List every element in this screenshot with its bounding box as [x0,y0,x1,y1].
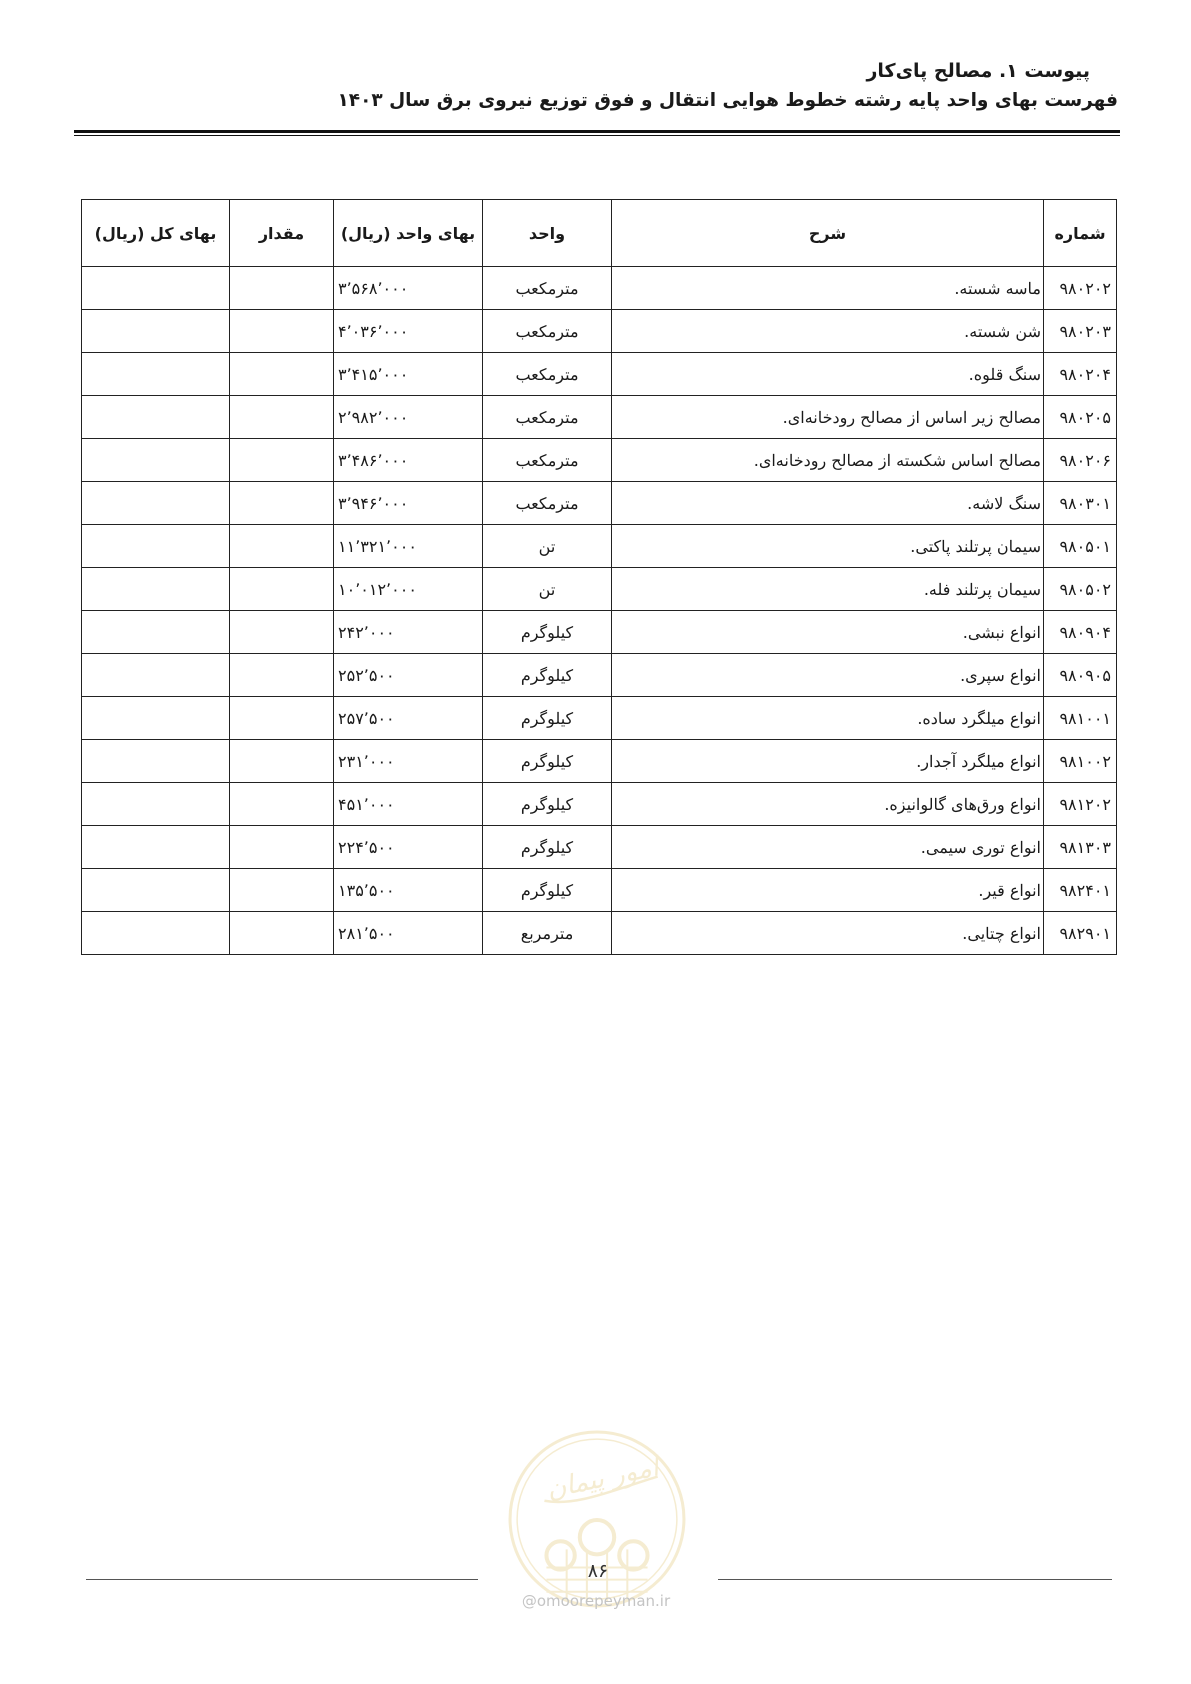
item-number: ۹۸۱۳۰۳ [1044,826,1117,869]
item-number: ۹۸۰۵۰۱ [1044,525,1117,568]
header-rule-thin [74,135,1120,136]
item-description: سنگ لاشه. [612,482,1044,525]
item-unit-price: ۳٬۹۴۶٬۰۰۰ [334,482,483,525]
item-unit: مترمکعب [483,482,612,525]
table-row [82,267,1117,310]
item-unit: مترمکعب [483,353,612,396]
table-row [82,439,1117,482]
header-unit: واحد [483,200,612,267]
item-total-price [82,869,230,912]
table-row [82,783,1117,826]
page-header [74,56,1120,116]
table-row [82,654,1117,697]
item-unit: کیلوگرم [483,826,612,869]
item-number: ۹۸۰۲۰۲ [1044,267,1117,310]
item-total-price [82,611,230,654]
table-row [82,396,1117,439]
item-total-price [82,654,230,697]
item-number: ۹۸۰۲۰۵ [1044,396,1117,439]
table-row [82,826,1117,869]
page-number: ۸۶ [587,1560,609,1582]
item-description: انواع توری سیمی. [612,826,1044,869]
item-description: سیمان پرتلند فله. [612,568,1044,611]
item-quantity [230,697,334,740]
item-number: ۹۸۲۹۰۱ [1044,912,1117,955]
item-unit-price: ۲۵۷٬۵۰۰ [334,697,483,740]
item-number: ۹۸۰۲۰۶ [1044,439,1117,482]
item-number: ۹۸۰۲۰۴ [1044,353,1117,396]
header-total-price: بهای کل (ریال) [82,200,230,267]
item-unit-price: ۲۲۴٬۵۰۰ [334,826,483,869]
item-unit: مترمکعب [483,439,612,482]
item-unit-price: ۲۴۲٬۰۰۰ [334,611,483,654]
item-description: سیمان پرتلند پاکتی. [612,525,1044,568]
item-description: سنگ قلوه. [612,353,1044,396]
item-unit-price: ۴٬۰۳۶٬۰۰۰ [334,310,483,353]
item-unit-price: ۱۳۵٬۵۰۰ [334,869,483,912]
item-description: ماسه شسته. [612,267,1044,310]
header-rule-thick [74,130,1120,133]
item-description: انواع چتایی. [612,912,1044,955]
item-quantity [230,396,334,439]
footer-rule-left [86,1579,478,1580]
table-row [82,482,1117,525]
item-quantity [230,912,334,955]
item-unit-price: ۳٬۵۶۸٬۰۰۰ [334,267,483,310]
item-description: شن شسته. [612,310,1044,353]
watermark-text: امور پیمان [543,1452,662,1506]
item-number: ۹۸۰۹۰۵ [1044,654,1117,697]
item-total-price [82,482,230,525]
item-number: ۹۸۲۴۰۱ [1044,869,1117,912]
table-row [82,697,1117,740]
item-total-price [82,525,230,568]
item-unit: کیلوگرم [483,697,612,740]
item-description: انواع میلگرد آجدار. [612,740,1044,783]
item-unit-price: ۳٬۴۱۵٬۰۰۰ [334,353,483,396]
item-description: انواع ورق‌های گالوانیزه. [612,783,1044,826]
item-quantity [230,482,334,525]
item-unit: مترمکعب [483,396,612,439]
item-total-price [82,697,230,740]
table-row [82,869,1117,912]
item-unit-price: ۲٬۹۸۲٬۰۰۰ [334,396,483,439]
table-row [82,912,1117,955]
item-description: انواع قیر. [612,869,1044,912]
table-row [82,525,1117,568]
item-unit: مترمکعب [483,310,612,353]
appendix-title: پیوست ۱. مصالح پای‌کار [866,60,1090,82]
item-quantity [230,310,334,353]
item-unit: مترمربع [483,912,612,955]
item-unit: مترمکعب [483,267,612,310]
footer-rule-right [718,1579,1112,1580]
header-unit-price: بهای واحد (ریال) [334,200,483,267]
item-total-price [82,783,230,826]
table-row [82,310,1117,353]
item-unit: کیلوگرم [483,654,612,697]
item-quantity [230,826,334,869]
price-list-table [81,199,1117,955]
item-description: مصالح زیر اساس از مصالح رودخانه‌ای. [612,396,1044,439]
item-quantity [230,439,334,482]
item-quantity [230,353,334,396]
header-number: شماره [1044,200,1117,267]
item-unit-price: ۱۰٬۰۱۲٬۰۰۰ [334,568,483,611]
item-description: انواع سپری. [612,654,1044,697]
item-number: ۹۸۰۲۰۳ [1044,310,1117,353]
item-quantity [230,869,334,912]
item-unit-price: ۲۵۲٬۵۰۰ [334,654,483,697]
header-description: شرح [612,200,1044,267]
table-row [82,740,1117,783]
table-row [82,611,1117,654]
item-total-price [82,353,230,396]
item-quantity [230,611,334,654]
item-total-price [82,740,230,783]
table-row [82,353,1117,396]
table-header-row [82,200,1117,267]
document-title: فهرست بهای واحد پایه رشته خطوط هوایی انتقال و فوق توزیع نیروی برق سال ۱۴۰۳ [337,90,1118,111]
website-watermark: @omoorepeyman.ir [521,1592,671,1610]
item-quantity [230,654,334,697]
item-number: ۹۸۰۹۰۴ [1044,611,1117,654]
item-number: ۹۸۰۵۰۲ [1044,568,1117,611]
item-number: ۹۸۱۲۰۲ [1044,783,1117,826]
item-description: انواع میلگرد ساده. [612,697,1044,740]
item-quantity [230,740,334,783]
item-number: ۹۸۱۰۰۱ [1044,697,1117,740]
item-description: مصالح اساس شکسته از مصالح رودخانه‌ای. [612,439,1044,482]
item-unit: کیلوگرم [483,740,612,783]
item-quantity [230,568,334,611]
item-unit: تن [483,525,612,568]
item-number: ۹۸۰۳۰۱ [1044,482,1117,525]
item-total-price [82,912,230,955]
item-unit-price: ۴۵۱٬۰۰۰ [334,783,483,826]
item-quantity [230,783,334,826]
header-quantity: مقدار [230,200,334,267]
item-total-price [82,826,230,869]
item-unit-price: ۱۱٬۳۲۱٬۰۰۰ [334,525,483,568]
table-row [82,568,1117,611]
item-unit-price: ۲۸۱٬۵۰۰ [334,912,483,955]
item-description: انواع نبشی. [612,611,1044,654]
item-unit: کیلوگرم [483,869,612,912]
item-unit: کیلوگرم [483,783,612,826]
item-unit-price: ۳٬۴۸۶٬۰۰۰ [334,439,483,482]
item-number: ۹۸۱۰۰۲ [1044,740,1117,783]
item-total-price [82,568,230,611]
item-unit-price: ۲۳۱٬۰۰۰ [334,740,483,783]
item-total-price [82,439,230,482]
item-total-price [82,396,230,439]
item-total-price [82,310,230,353]
item-unit: تن [483,568,612,611]
item-total-price [82,267,230,310]
item-quantity [230,525,334,568]
item-quantity [230,267,334,310]
item-unit: کیلوگرم [483,611,612,654]
watermark-logo [506,1427,688,1611]
